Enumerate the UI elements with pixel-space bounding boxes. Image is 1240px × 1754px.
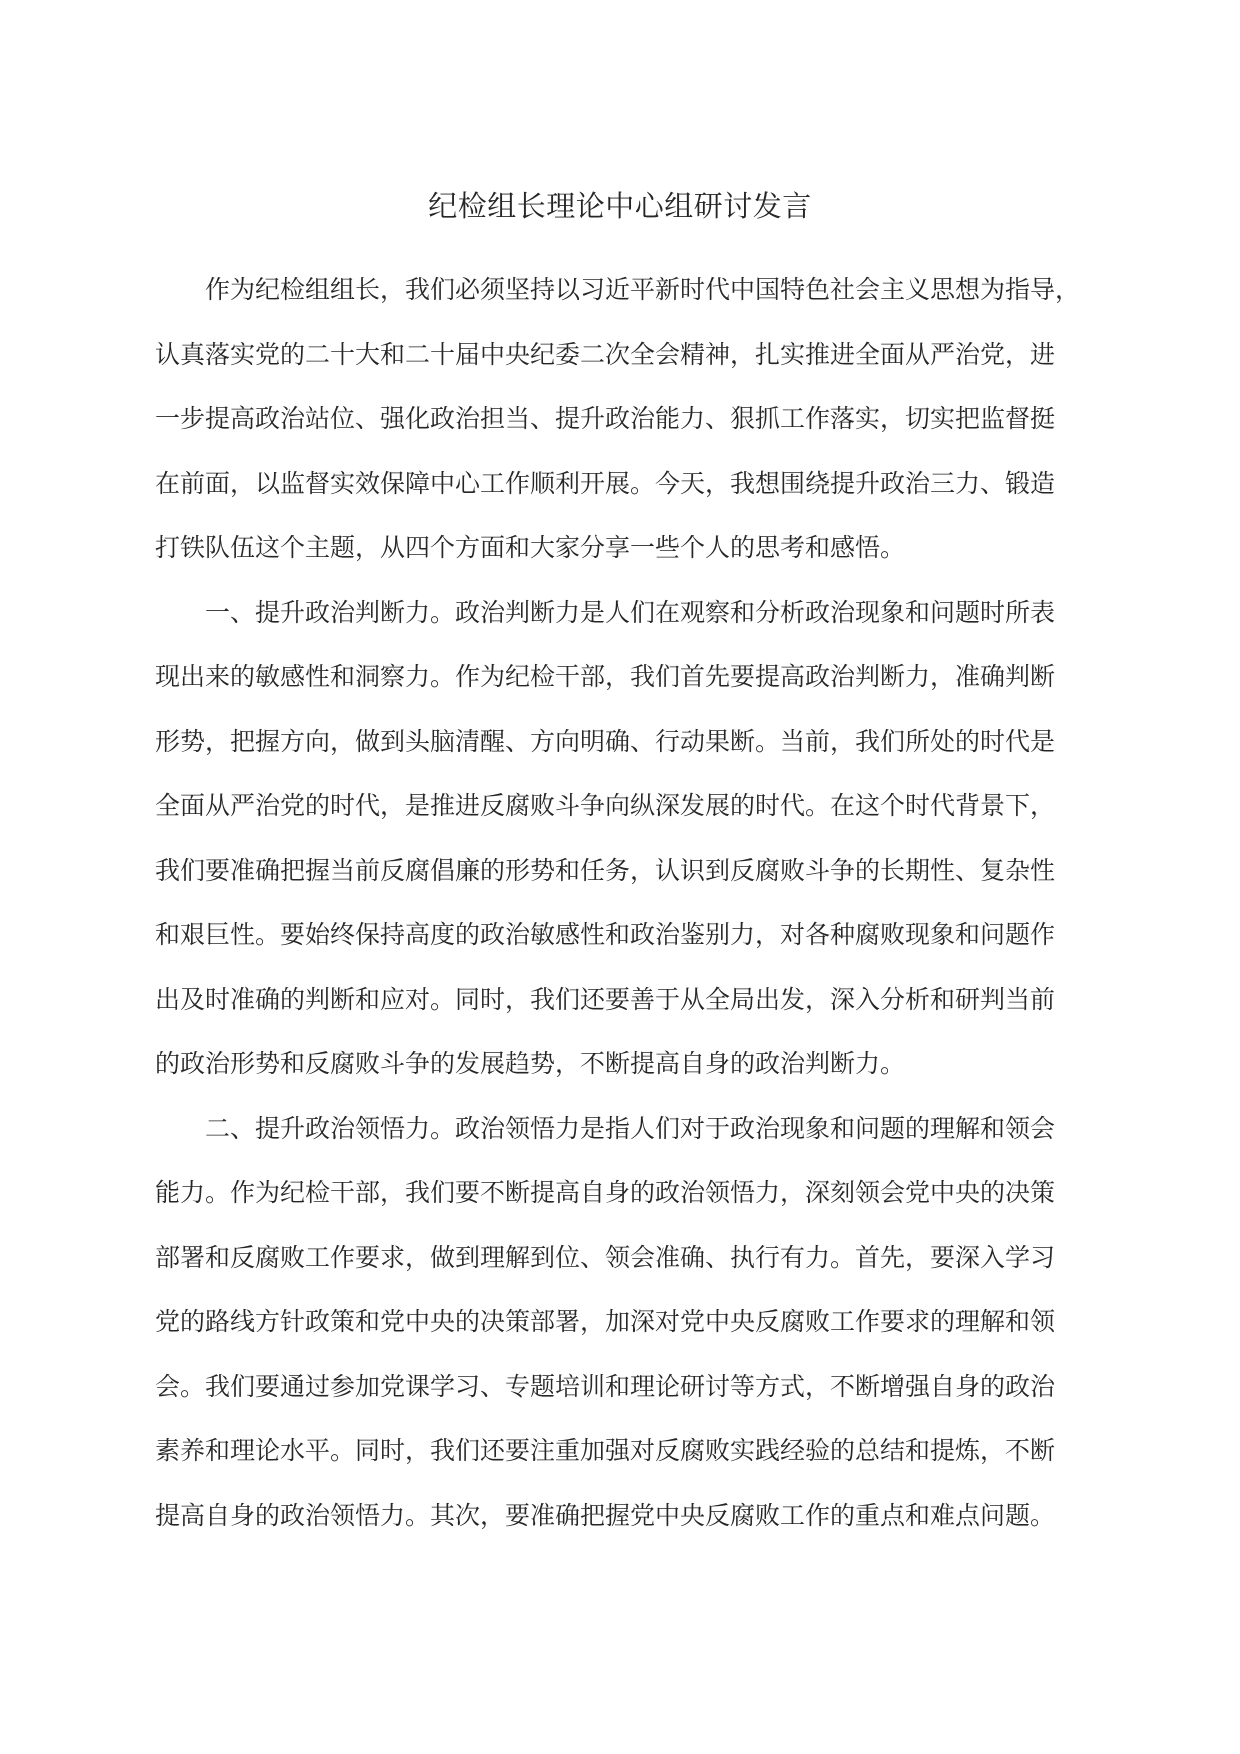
text-line: 提高自身的政治领悟力。其次，要准确把握党中央反腐败工作的重点和难点问题。: [155, 1500, 1056, 1530]
text-line: 能力。作为纪检干部，我们要不断提高自身的政治领悟力，深刻领会党中央的决策: [155, 1178, 1056, 1207]
text-line: 的政治形势和反腐败斗争的发展趋势，不断提高自身的政治判断力。: [155, 1049, 906, 1078]
text-line: 打铁队伍这个主题，从四个方面和大家分享一些个人的思考和感悟。: [155, 533, 906, 562]
text-line: 一、提升政治判断力。政治判断力是人们在观察和分析政治现象和问题时所表: [205, 597, 1056, 627]
text-line: 全面从严治党的时代，是推进反腐败斗争向纵深发展的时代。在这个时代背景下，: [155, 791, 1056, 820]
document-body: [155, 258, 1081, 1548]
text-line: 出及时准确的判断和应对。同时，我们还要善于从全局出发，深入分析和研判当前: [155, 984, 1056, 1014]
paragraph: [155, 581, 1075, 1097]
text-line: 部署和反腐败工作要求，做到理解到位、领会准确、执行有力。首先，要深入学习: [155, 1242, 1056, 1272]
text-line: 我们要准确把握当前反腐倡廉的形势和任务，认识到反腐败斗争的长期性、复杂性: [155, 855, 1056, 885]
text-line: 现出来的敏感性和洞察力。作为纪检干部，我们首先要提高政治判断力，准确判断: [155, 662, 1056, 691]
text-line: 形势，把握方向，做到头脑清醒、方向明确、行动果断。当前，我们所处的时代是: [155, 726, 1056, 756]
paragraph: [155, 258, 1081, 581]
paragraph: [155, 1097, 1075, 1549]
text-line: 会。我们要通过参加党课学习、专题培训和理论研讨等方式，不断增强自身的政治: [155, 1371, 1056, 1401]
text-line: 和艰巨性。要始终保持高度的政治敏感性和政治鉴别力，对各种腐败现象和问题作: [155, 920, 1056, 949]
text-line: 党的路线方针政策和党中央的决策部署，加深对党中央反腐败工作要求的理解和领: [155, 1307, 1056, 1336]
document-title: 纪检组长理论中心组研讨发言: [428, 189, 812, 223]
text-line: 认真落实党的二十大和二十届中央纪委二次全会精神，扎实推进全面从严治党，进: [155, 339, 1056, 369]
text-line: 二、提升政治领悟力。政治领悟力是指人们对于政治现象和问题的理解和领会: [205, 1113, 1056, 1143]
text-line: 在前面，以监督实效保障中心工作顺利开展。今天，我想围绕提升政治三力、锻造: [155, 468, 1056, 498]
text-line: 作为纪检组组长，我们必须坚持以习近平新时代中国特色社会主义思想为指导，: [205, 275, 1081, 304]
text-line: 一步提高政治站位、强化政治担当、提升政治能力、狠抓工作落实，切实把监督挺: [155, 404, 1056, 433]
text-line: 素养和理论水平。同时，我们还要注重加强对反腐败实践经验的总结和提炼，不断: [155, 1436, 1056, 1465]
